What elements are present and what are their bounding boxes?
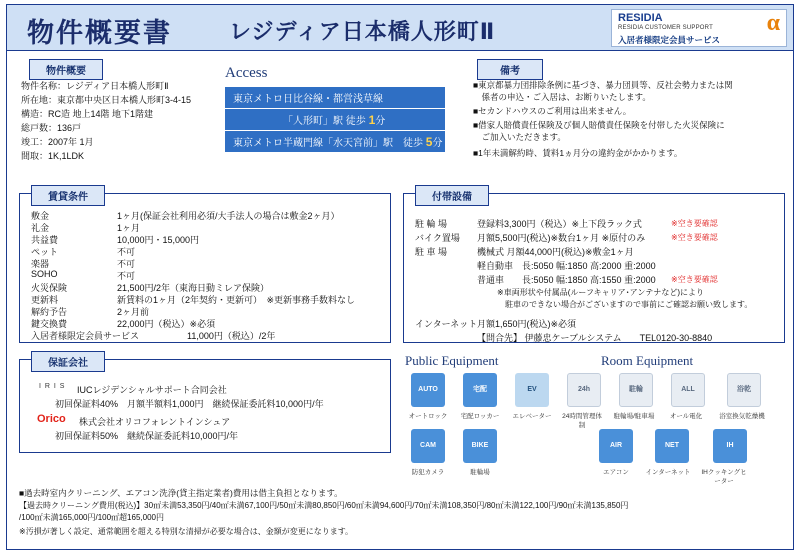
all-electric-label: オール電化 [669,413,703,420]
bath-dryer-label: 浴室換気乾燥機 [719,413,765,420]
room-equipment-title: Room Equipment [601,353,694,368]
document-header [7,5,793,51]
delivery-locker-label: 宅配ロッカー [460,413,500,420]
guarantor-detail-0: 初回保証料40% 月額半額料1,000円 継続保証委託料10,000円/年 [55,399,324,409]
logo-support-line: RESIDIA CUSTOMER SUPPORT [618,25,713,31]
all-electric-icon: ALL [671,373,705,407]
delivery-locker-icon: 宅配 [463,373,497,407]
rent-value-4: 不可 [117,259,136,269]
elevator-label: エレベーター [512,413,552,420]
overview-row-5: 間取：1K,1LDK [21,151,85,161]
24h-management-label: 24時間管理体制 [562,413,602,429]
rent-label-8: 解約予告 [31,307,68,317]
rent-value-1: 1ヶ月 [117,223,141,233]
auto-lock-label: オートロック [408,413,448,420]
rent-value-3: 不可 [117,247,136,257]
property-name-title: レジディア日本橋人形町Ⅱ [229,19,496,44]
footer-line-0: ■過去時室内クリーニング、エアコン洗浄(貸主指定業者)費用は借主負担となります。 [19,488,343,498]
facility-value-3: 軽自動車 長:5050 幅:1850 高:2000 重:2000 [477,261,656,271]
residia-logo [611,9,787,47]
facility-value-7: 月額1,650円(税込)※必須 [477,319,577,329]
facility-value-5: ※車両形状や付属品(ルーフキャリア･アンテナなど)により [497,288,704,297]
footer-line-2: /100㎡未満165,000円/100㎡超165,000円 [19,513,164,522]
guarantor-logo-1: Orico [37,413,66,425]
facility-value-1: 月額5,500円(税込)※数台1ヶ月 ※原付のみ [477,233,646,243]
rent-value-9: 22,000円（税込）※必須 [117,319,216,329]
rent-value-0: 1ヶ月(保証会社利用必須/大手法人の場合は敷金2ヶ月） [117,211,340,221]
walk-minutes-1: 1 [368,113,376,127]
rent-label-5: SOHO [31,269,58,279]
rent-label-3: ペット [31,247,59,257]
rent-label-9: 鍵交換費 [31,319,68,329]
note-line-2: ■セカンドハウスのご利用は出来ません。 [473,106,632,116]
security-camera-icon: CAM [411,429,445,463]
security-camera-label: 防犯カメラ [411,469,445,476]
page-title: 物件概要書 [27,18,172,48]
facility-value-6: 駐車のできない場合がございますので事前にご確認お願い致します。 [497,300,753,309]
access-line-1: 東京メトロ日比谷線・都営浅草線 [225,87,445,108]
rent-value-5: 不可 [117,271,136,281]
guarantor-logo-0: I R I S [39,383,66,390]
facility-value-4: 普通車 長:5050 幅:1850 高:1550 重:2000 [477,275,656,285]
facility-label-1: バイク置場 [415,233,460,243]
rent-label-4: 楽器 [31,259,50,269]
facility-value-2: 機械式 月額44,000円(税込)※敷金1ヶ月 [477,247,634,257]
rent-value-7: 新賃料の1ヶ月（2年契約・更新可） ※更新事務手数料なし [117,295,356,305]
bike-parking-icon: BIKE [463,429,497,463]
rent-label-1: 礼金 [31,223,50,233]
elevator-icon: EV [515,373,549,407]
facility-tag-0: ※空き要確認 [671,219,718,228]
internet-icon: NET [655,429,689,463]
rent-label-6: 火災保険 [31,283,68,293]
rent-label-10: 入居者様限定会員サービス [31,331,140,341]
overview-row-4: 竣工：2007年 1月 [21,137,94,147]
note-line-5: ■1年未満解約時、賃料1ヵ月分の違約金がかかります。 [473,148,683,158]
footer-line-1: 【過去時クリーニング費用(税込)】30㎡未満53,350円/40㎡未満67,100円/50㎡未満80,850円/60㎡未満94,600円/70㎡未満108,350円/80㎡未満122,100円/90㎡未満135,850円 [19,501,629,510]
rent-value-8: 2ヶ月前 [117,307,150,317]
rent-label-7: 更新料 [31,295,59,305]
section-tab-guarantor: 保証会社 [31,351,105,372]
bicycle-parking-label: 駐輪場/駐車場 [613,413,655,420]
overview-row-3: 総戸数：136戸 [21,123,82,133]
bath-dryer-icon: 浴乾 [727,373,761,407]
rent-value-10: 11,000円（税込）/2年 [187,331,276,341]
footer-line-3: ※汚損が著しく設定、通常範囲を超える特別な清掃が必要な場合は、金額が変更になります。 [19,527,354,536]
access-line-2: 「人形町」駅 徒歩 1分 [225,109,445,130]
bicycle-parking-icon: 駐輪 [619,373,653,407]
walk-minutes-2: 5 [425,135,433,149]
overview-row-2: 構造：RC造 地上14階 地下1階建 [21,109,154,119]
access-title: Access [225,65,268,81]
document-page [6,4,794,550]
logo-member-service-line: 入居者様限定会員サービス [618,35,721,45]
logo-brand: RESIDIA [618,12,663,24]
guarantor-name-0: IUCレジデンシャルサポート合同会社 [77,385,227,395]
auto-lock-icon: AUTO [411,373,445,407]
guarantor-name-1: 株式会社オリコフォレントインシュア [79,417,231,427]
public-equipment-title: Public Equipment [405,353,499,368]
facility-tag-4: ※空き要確認 [671,275,718,284]
note-line-3: ■借家人賠償責任保険及び個人賠償責任保険を付帯した火災保険に [473,120,725,130]
section-tab-notes: 備考 [477,59,543,80]
bike-parking-label: 駐輪場 [470,469,490,476]
note-line-4: ご加入いただきます。 [473,132,566,142]
rent-label-2: 共益費 [31,235,59,245]
guarantor-detail-1: 初回保証料50% 継続保証委託料10,000円/年 [55,431,239,441]
24h-management-icon: 24h [567,373,601,407]
facility-value-0: 登録料3,300円（税込）※上下段ラック式 [477,219,642,229]
air-conditioner-label: エアコン [603,469,629,476]
rent-label-0: 敷金 [31,211,50,221]
internet-label: インターネット [645,469,691,476]
section-tab-rent: 賃貸条件 [31,185,105,206]
facility-tag-1: ※空き要確認 [671,233,718,242]
note-line-0: ■東京都暴力団排除条例に基づき、暴力団員等、反社会勢力または関 [473,80,733,90]
section-tab-overview: 物件概要 [29,59,103,80]
overview-row-1: 所在地：東京都中央区日本橋人形町3-4-15 [21,95,192,105]
overview-row-0: 物件名称：レジディア日本橋人形町Ⅱ [21,81,169,91]
rent-value-6: 21,500円/2年（東海日動ミレア保険） [117,283,270,293]
rent-value-2: 10,000円・15,000円 [117,235,200,245]
facility-value-8: 【問合先】 伊藤忠ケーブルシステム TEL0120-30-8840 [477,333,713,343]
note-line-1: 係者の申込・ご入居は、お断りいたします。 [473,92,651,102]
facility-label-2: 駐 車 場 [415,247,448,257]
facility-label-7: インターネット [415,319,478,329]
section-tab-facility: 付帯設備 [415,185,489,206]
facility-label-0: 駐 輪 場 [415,219,448,229]
logo-alpha-mark: α [766,10,780,36]
ih-cooking-heater-label: IHクッキングヒーター [701,469,747,485]
air-conditioner-icon: AIR [599,429,633,463]
ih-cooking-heater-icon: IH [713,429,747,463]
access-line-3: 東京メトロ半蔵門線「水天宮前」駅 徒歩 5分 [225,131,445,152]
